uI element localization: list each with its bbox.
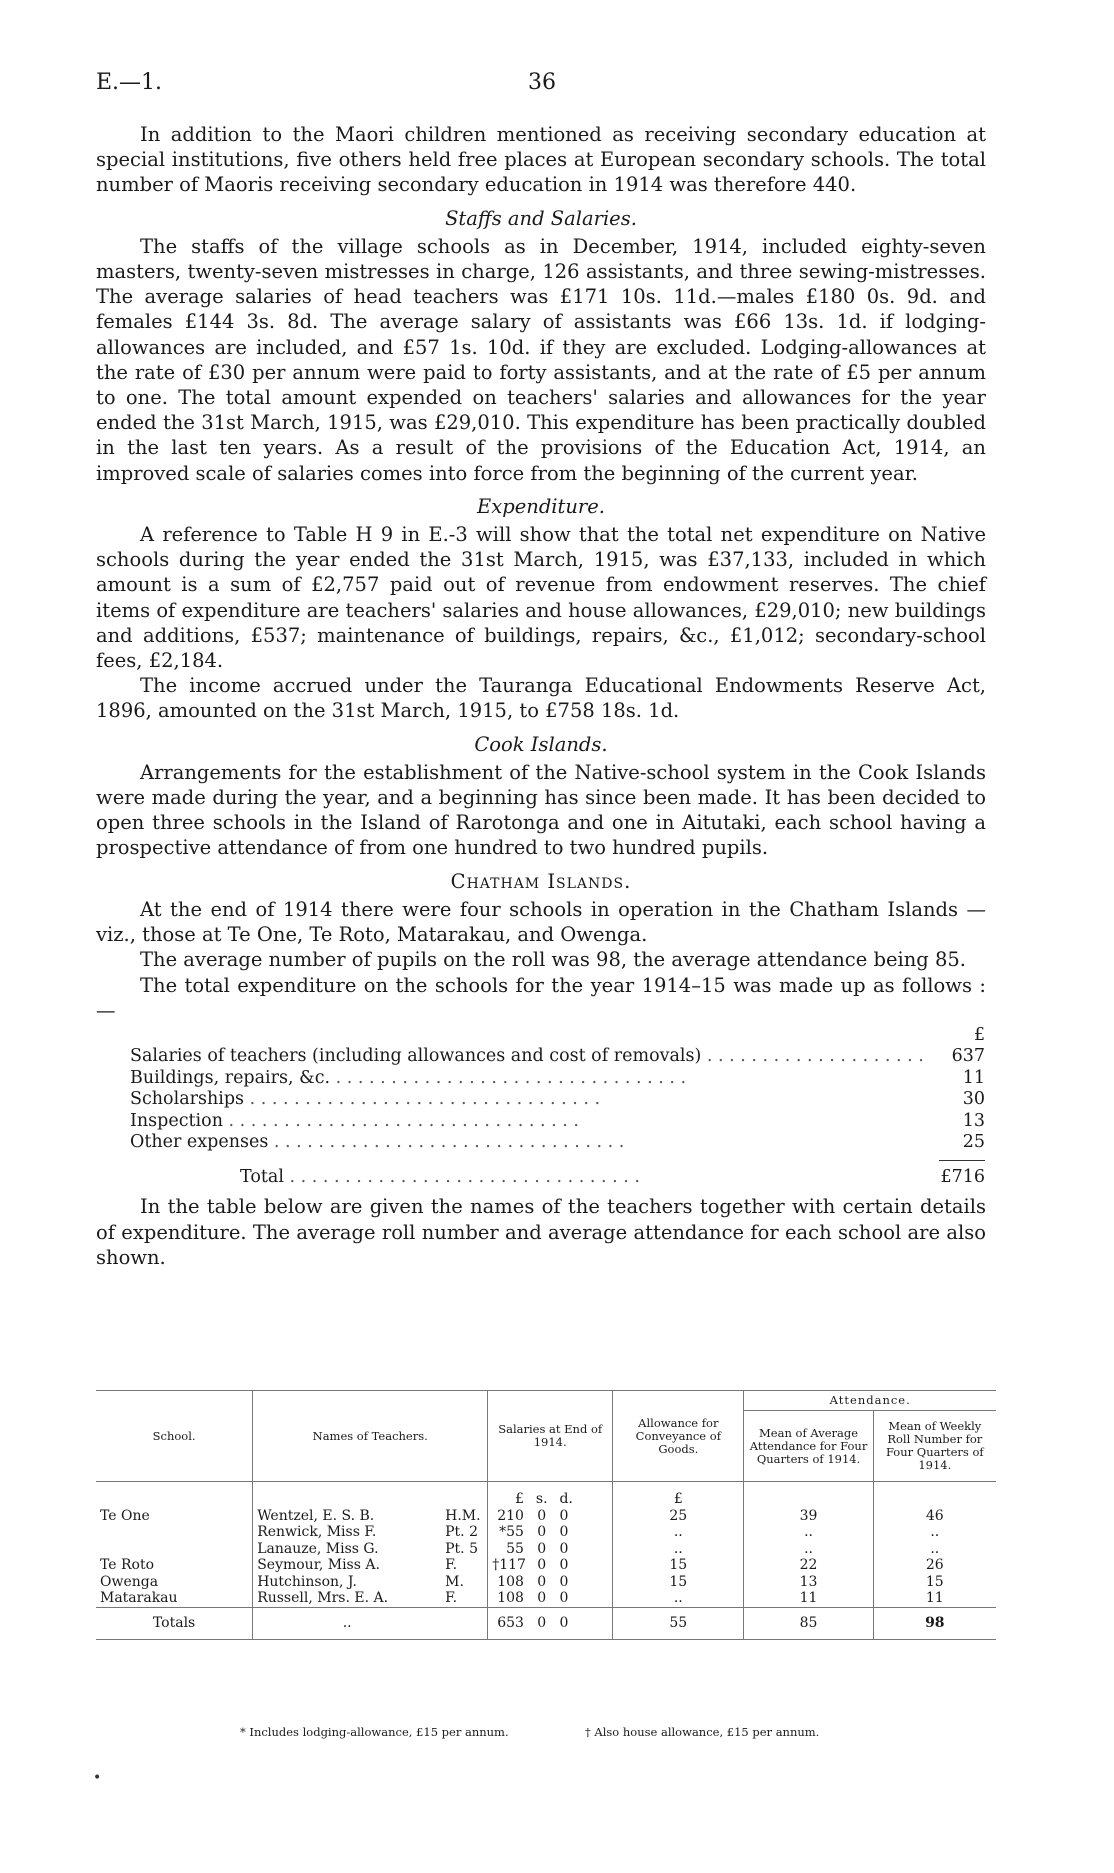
paragraph-intro: In addition to the Maori children mentioned as receiving secondary education at special institutions, five others held free places at European secondary schools. The total number of Maoris receiving secondary education in 1914 was therefore 440. bbox=[96, 123, 986, 197]
table-row bbox=[96, 1508, 996, 1525]
teacher-name: Lanauze, Miss G. bbox=[253, 1541, 441, 1558]
expenditure-label: Buildings, repairs, &c. . . bbox=[130, 1068, 923, 1090]
expenditure-row bbox=[130, 1132, 985, 1154]
salary-shillings: 0 bbox=[528, 1590, 556, 1607]
table-row bbox=[96, 1541, 996, 1558]
expenditure-table bbox=[130, 1025, 985, 1189]
unit-pounds: £ bbox=[488, 1482, 528, 1508]
header-teachers: Names of Teachers. bbox=[253, 1391, 488, 1482]
teacher-name: Renwick, Miss F. bbox=[253, 1524, 441, 1541]
header-mean-roll: Mean of Weekly Roll Number for Four Quarters of 1914. bbox=[873, 1411, 996, 1482]
salary-pounds: 210 bbox=[488, 1508, 528, 1525]
expenditure-amount: 13 bbox=[962, 1110, 985, 1131]
expenditure-unit: £ bbox=[973, 1024, 985, 1045]
unit-pence: d. bbox=[559, 1491, 573, 1507]
heading-chatham-islands: Chatham Islands. bbox=[450, 869, 632, 893]
page-number: 36 bbox=[528, 70, 556, 95]
expenditure-total-label: Total . . bbox=[130, 1167, 923, 1189]
expenditure-amount: 11 bbox=[962, 1067, 985, 1088]
teacher-position: F. bbox=[445, 1557, 458, 1573]
teacher-position: M. bbox=[445, 1573, 464, 1590]
salary-shillings: 0 bbox=[537, 1507, 547, 1524]
school-name: Te Roto bbox=[100, 1557, 155, 1573]
school-name: Te One bbox=[100, 1507, 150, 1524]
salary-pence: 0 bbox=[559, 1573, 569, 1590]
teacher-name: Russell, Mrs. E. A. bbox=[253, 1590, 441, 1607]
heading-cook-islands: Cook Islands. bbox=[474, 732, 608, 756]
expenditure-label: Salaries of teachers (including allowances and cost of removals) . . bbox=[130, 1046, 923, 1068]
footnote-star: * Includes lodging-allowance, £15 per annum. bbox=[240, 1725, 509, 1739]
header-school: School. bbox=[96, 1391, 253, 1482]
school-name: Owenga bbox=[100, 1573, 159, 1590]
totals-shillings: 0 bbox=[537, 1614, 547, 1631]
teacher-name: Seymour, Miss A. bbox=[253, 1557, 441, 1574]
expenditure-amount: 637 bbox=[951, 1046, 985, 1067]
roll-value: .. bbox=[873, 1524, 996, 1541]
totals-teacher: .. bbox=[253, 1607, 441, 1639]
allowance-value: 15 bbox=[613, 1574, 744, 1591]
salary-pence: 0 bbox=[559, 1540, 569, 1557]
allowance-value: .. bbox=[613, 1541, 744, 1558]
unit-shillings: s. bbox=[535, 1491, 548, 1507]
teacher-name: Hutchinson, J. bbox=[253, 1574, 441, 1591]
roll-value: 11 bbox=[873, 1590, 996, 1607]
salary-pounds: *55 bbox=[488, 1524, 528, 1541]
paragraph-cook-islands: Arrangements for the establishment of the Native-school system in the Cook Islands were made during the year, and a beginning has since been made. It has been decided to open three schools in the Island of Rarotonga and one in Aitutaki, each school having a prospective attendance of from one hundred to two hundred pupils. bbox=[96, 760, 986, 860]
paragraph-chatham-3: The total expenditure on the schools for the year 1914–15 was made up as follows :— bbox=[96, 973, 986, 1022]
table-row bbox=[96, 1590, 996, 1607]
attendance-value: .. bbox=[744, 1524, 873, 1541]
school-name bbox=[96, 1524, 253, 1541]
paragraph-table-intro: In the table below are given the names of the teachers together with certain details of expenditure. The average roll number and average attendance for each school are also shown. bbox=[96, 1195, 986, 1269]
salary-pounds: 108 bbox=[488, 1574, 528, 1591]
stray-mark: • bbox=[93, 1770, 102, 1786]
teacher-position: F. bbox=[441, 1590, 488, 1607]
allowance-value: 25 bbox=[613, 1508, 744, 1525]
salary-pence: 0 bbox=[555, 1590, 612, 1607]
table-row bbox=[96, 1574, 996, 1591]
expenditure-row bbox=[130, 1089, 985, 1111]
school-name bbox=[96, 1541, 253, 1558]
salary-pence: 0 bbox=[559, 1507, 569, 1524]
allowance-value: 15 bbox=[613, 1557, 744, 1574]
footnote-dagger: † Also house allowance, £15 per annum. bbox=[585, 1725, 820, 1739]
teacher-position: Pt. 5 bbox=[445, 1540, 478, 1557]
totals-row bbox=[96, 1607, 996, 1639]
body-text bbox=[96, 122, 986, 1270]
expenditure-row bbox=[130, 1111, 985, 1133]
teacher-name: Wentzel, E. S. B. bbox=[253, 1508, 441, 1525]
header-attendance: Attendance. bbox=[744, 1391, 996, 1411]
expenditure-amount: 25 bbox=[962, 1132, 985, 1153]
salary-shillings: 0 bbox=[537, 1540, 547, 1557]
totals-pounds: 653 bbox=[488, 1607, 528, 1639]
report-code: E.—1. bbox=[96, 70, 163, 95]
table-row bbox=[96, 1524, 996, 1541]
paragraph-staffs: The staffs of the village schools as in December, 1914, included eighty-seven masters, twenty-seven mistresses in charge, 126 assistants, and three sewing-mistresses. The average salaries of head teachers was £171 10s. 11d.—males £180 0s. 9d. and females £144 3s. 8d. The average salary of assistants was £66 13s. 1d. if lodging-allowances are included, and £57 1s. 10d. if they are excluded. Lodging-allowances at the rate of £30 per annum were paid to forty assistants, and at the rate of £5 per annum to one. The total amount expended on teachers' salaries and allowances for the year ended the 31st March, 1915, was £29,010. This expenditure has been practically doubled in the last ten years. As a result of the provisions of the Education Act, 1914, an improved scale of salaries comes into force from the beginning of the current year. bbox=[96, 234, 986, 485]
salary-shillings: 0 bbox=[537, 1573, 547, 1590]
heading-expenditure: Expenditure. bbox=[477, 494, 605, 518]
roll-value: 26 bbox=[873, 1557, 996, 1574]
salary-pence: 0 bbox=[559, 1524, 569, 1540]
salary-pounds: †117 bbox=[488, 1557, 528, 1574]
totals-roll: 98 bbox=[873, 1607, 996, 1639]
header-allowance: Allowance for Conveyance of Goods. bbox=[613, 1391, 744, 1482]
totals-attendance: 85 bbox=[744, 1607, 873, 1639]
salary-shillings: 0 bbox=[537, 1557, 547, 1573]
expenditure-label: Scholarships . . bbox=[130, 1089, 923, 1111]
totals-label: Totals bbox=[152, 1614, 196, 1631]
allowance-value: .. bbox=[613, 1524, 744, 1541]
unit-allowance: £ bbox=[613, 1482, 744, 1508]
heading-staffs-salaries: Staffs and Salaries. bbox=[445, 206, 637, 230]
paragraph-expenditure-1: A reference to Table H 9 in E.-3 will show that the total net expenditure on Native schools during the year ended the 31st March, 1915, was £37,133, included in which amount is a sum of £2,757 paid out of revenue from endowment reserves. The chief items of expenditure are teachers' salaries and house allowances, £29,010; new buildings and additions, £537; maintenance of buildings, repairs, &c., £1,012; secondary-school fees, £2,184. bbox=[96, 523, 986, 673]
salary-shillings: 0 bbox=[537, 1524, 547, 1540]
roll-value: 46 bbox=[873, 1508, 996, 1525]
totals-allowance: 55 bbox=[613, 1607, 744, 1639]
salary-pounds: 55 bbox=[488, 1541, 528, 1558]
attendance-value: 22 bbox=[744, 1557, 873, 1574]
paragraph-chatham-2: The average number of pupils on the roll was 98, the average attendance being 85. bbox=[140, 948, 966, 972]
totals-pence: 0 bbox=[559, 1614, 569, 1631]
attendance-value: 11 bbox=[744, 1590, 873, 1607]
salary-pence: 0 bbox=[559, 1557, 569, 1573]
roll-value: .. bbox=[873, 1541, 996, 1558]
teacher-position: H.M. bbox=[445, 1507, 481, 1524]
paragraph-expenditure-2: The income accrued under the Tauranga Educational Endowments Reserve Act, 1896, amounted on the 31st March, 1915, to £758 18s. 1d. bbox=[96, 674, 986, 723]
table-row bbox=[96, 1557, 996, 1574]
attendance-value: 13 bbox=[744, 1574, 873, 1591]
paragraph-chatham-1: At the end of 1914 there were four schools in operation in the Chatham Islands —viz., those at Te One, Te Roto, Matarakau, and Owenga. bbox=[96, 897, 986, 947]
header-mean-attendance: Mean of Average Attendance for Four Quarters of 1914. bbox=[744, 1411, 873, 1482]
expenditure-label: Other expenses . . bbox=[130, 1132, 923, 1154]
allowance-value: .. bbox=[613, 1590, 744, 1607]
attendance-value: .. bbox=[744, 1541, 873, 1558]
expenditure-amount: 30 bbox=[962, 1089, 985, 1110]
expenditure-row bbox=[130, 1068, 985, 1090]
expenditure-row bbox=[130, 1046, 985, 1068]
header-salaries: Salaries at End of 1914. bbox=[488, 1391, 613, 1482]
total-rule bbox=[939, 1160, 985, 1161]
school-name: Matarakau bbox=[96, 1590, 253, 1607]
teachers-table bbox=[96, 1390, 996, 1640]
salary-pounds: 108 bbox=[488, 1590, 528, 1607]
attendance-value: 39 bbox=[744, 1508, 873, 1525]
expenditure-total-row bbox=[130, 1167, 985, 1189]
expenditure-label: Inspection . . bbox=[130, 1111, 923, 1133]
roll-value: 15 bbox=[873, 1574, 996, 1591]
expenditure-total-amount: £716 bbox=[940, 1166, 985, 1187]
teacher-position: Pt. 2 bbox=[445, 1524, 478, 1540]
page-header bbox=[96, 70, 986, 110]
